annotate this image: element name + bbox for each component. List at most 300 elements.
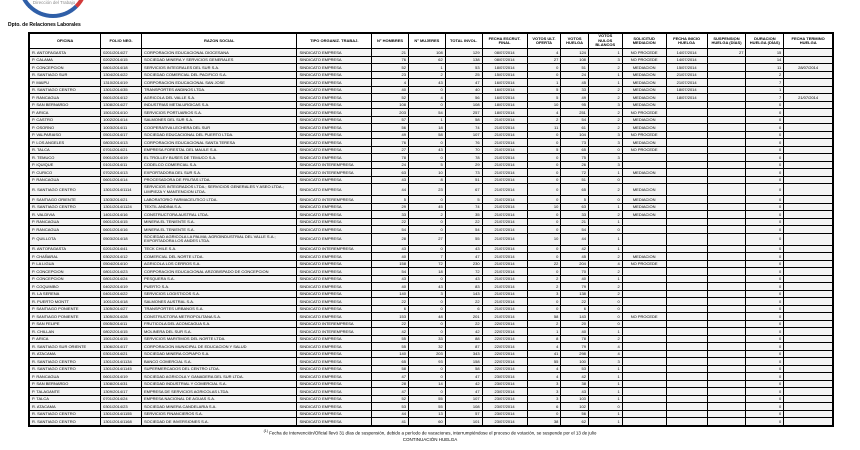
column-header: N° MUJERES: [408, 33, 445, 49]
table-row: [29, 328, 833, 336]
table-cell: 4: [372, 79, 409, 87]
table-row: [29, 86, 833, 94]
direccion-del-trabajo-logo: [18, 0, 94, 22]
table-cell: 22: [445, 298, 482, 306]
table-cell: 62: [561, 418, 589, 426]
table-cell: 0: [408, 320, 445, 328]
table-cell: 13: [408, 410, 445, 418]
table-cell: SINDICATO EMPRESA: [297, 275, 372, 283]
table-row: [29, 320, 833, 328]
table-cell: R. ATACAMA: [29, 403, 101, 411]
table-cell: 18/07/2014: [666, 94, 707, 102]
table-cell: [707, 124, 746, 132]
table-cell: SINDICATO INTEREMPRESA: [297, 196, 372, 204]
table-cell: 43: [445, 245, 482, 253]
table-row: [29, 131, 833, 139]
table-cell: 3: [588, 101, 622, 109]
table-cell: [784, 290, 833, 298]
column-header: OFICINA: [29, 33, 101, 49]
table-cell: SINDICATO EMPRESA: [297, 71, 372, 79]
table-cell: 42: [372, 328, 409, 336]
table-cell: [666, 320, 707, 328]
table-cell: 0: [527, 176, 561, 184]
table-cell: INDUSTRIAS METALURGICAS S.A.: [142, 101, 297, 109]
table-cell: 23/07/2014: [482, 418, 527, 426]
table-cell: 4: [527, 373, 561, 381]
table-cell: NO PROCEDE: [622, 49, 666, 57]
table-row: [29, 161, 833, 169]
table-cell: 08/07/2014: [482, 49, 527, 57]
table-cell: [784, 154, 833, 162]
table-cell: 2: [588, 211, 622, 219]
table-cell: R. PUERTO MONTT: [29, 298, 101, 306]
table-cell: 45: [408, 203, 445, 211]
table-cell: MEDIACION: [622, 101, 666, 109]
table-cell: [666, 253, 707, 261]
table-cell: 0: [408, 305, 445, 313]
table-cell: 38: [527, 418, 561, 426]
table-cell: [707, 116, 746, 124]
table-cell: 0301/2014/21: [101, 350, 142, 358]
table-cell: 40: [561, 328, 589, 336]
table-cell: [622, 328, 666, 336]
table-row: [29, 418, 833, 426]
table-cell: 54: [445, 226, 482, 234]
table-cell: 43: [372, 176, 409, 184]
table-cell: [707, 211, 746, 219]
table-cell: NO PROCEDE: [622, 56, 666, 64]
table-cell: SERVICIOS INTEGRADOS LTDA.; SERVICIOS GENERALES Y ASEO LTDA.; LIMPIEZA Y MANTENCION LTDA.: [142, 184, 297, 196]
table-cell: PUERTO S.A.: [142, 283, 297, 291]
table-cell: 104: [561, 131, 589, 139]
table-cell: 108: [408, 49, 445, 57]
table-cell: 101: [445, 418, 482, 426]
table-cell: [666, 139, 707, 147]
table-cell: 88: [445, 335, 482, 343]
table-cell: [784, 161, 833, 169]
table-cell: 143: [561, 313, 589, 321]
table-cell: 0: [527, 268, 561, 276]
table-cell: [784, 79, 833, 87]
table-cell: SINDICATO EMPRESA: [297, 49, 372, 57]
table-cell: [666, 305, 707, 313]
column-header: FOLIO NEG.: [101, 33, 142, 49]
table-cell: P. IQUIQUE: [29, 161, 101, 169]
table-cell: FRUTICOLA DEL ACONCAGUA S.A.: [142, 320, 297, 328]
table-cell: MOLINERA DEL SUR S.A.: [142, 328, 297, 336]
table-cell: 3: [527, 388, 561, 396]
table-cell: 0601/2014/14: [101, 176, 142, 184]
table-cell: 158: [445, 358, 482, 366]
table-cell: P. RANCAGUA: [29, 218, 101, 226]
table-cell: [622, 298, 666, 306]
table-cell: 0: [527, 298, 561, 306]
table-cell: 0: [408, 388, 445, 396]
table-cell: 60: [408, 418, 445, 426]
table-cell: MEDIACION: [622, 79, 666, 87]
table-cell: R. SANTIAGO CENTRO: [29, 86, 101, 94]
table-cell: 5: [527, 146, 561, 154]
table-cell: 1304/2014/22: [101, 71, 142, 79]
table-cell: 42: [445, 380, 482, 388]
table-cell: [784, 343, 833, 351]
table-cell: 57: [445, 410, 482, 418]
table-cell: 0: [746, 253, 784, 261]
table-cell: R. TEMUCO: [29, 154, 101, 162]
table-cell: 21/07/2014: [482, 146, 527, 154]
table-cell: 0201/2014/41: [101, 245, 142, 253]
table-cell: 0: [527, 131, 561, 139]
table-cell: 0: [746, 196, 784, 204]
table-cell: 24: [372, 161, 409, 169]
table-cell: [784, 203, 833, 211]
table-cell: 4: [527, 49, 561, 57]
table-cell: 78: [372, 154, 409, 162]
table-cell: R. SANTIAGO CENTRO: [29, 365, 101, 373]
table-cell: SINDICATO EMPRESA: [297, 79, 372, 87]
table-cell: 0: [588, 320, 622, 328]
column-header: TOTAL INVOL.: [445, 33, 482, 49]
table-cell: 21/07/2014: [482, 245, 527, 253]
table-cell: 72: [445, 268, 482, 276]
table-cell: 0: [588, 196, 622, 204]
table-cell: 0302/2014/12: [101, 253, 142, 261]
table-cell: SINDICATO EMPRESA: [297, 124, 372, 132]
table-cell: SINDICATO EMPRESA: [297, 101, 372, 109]
table-cell: 0301/2014/23: [101, 403, 142, 411]
table-cell: SERVICIOS INTEGRALES DEL SUR S.A.: [142, 64, 297, 72]
table-cell: 2: [527, 116, 561, 124]
table-cell: 26: [561, 161, 589, 169]
table-cell: SUPERMERCADOS DEL CENTRO LTDA.: [142, 365, 297, 373]
table-cell: 72: [408, 260, 445, 268]
table-cell: 0: [408, 298, 445, 306]
table-cell: 3: [588, 56, 622, 64]
table-cell: [784, 305, 833, 313]
table-row: [29, 94, 833, 102]
table-cell: 18: [408, 124, 445, 132]
table-cell: 18/07/2014: [482, 109, 527, 117]
table-cell: 55: [372, 343, 409, 351]
table-cell: 1: [588, 395, 622, 403]
table-cell: 1: [588, 328, 622, 336]
table-cell: 43: [445, 275, 482, 283]
table-cell: 76: [445, 139, 482, 147]
table-cell: [784, 56, 833, 64]
table-cell: 23/07/2014: [482, 380, 527, 388]
table-cell: R. SANTIAGO CENTRO: [29, 410, 101, 418]
table-cell: [784, 388, 833, 396]
table-cell: [666, 365, 707, 373]
table-cell: [707, 253, 746, 261]
table-cell: 72: [561, 169, 589, 177]
table-cell: SINDICATO EMPRESA: [297, 365, 372, 373]
table-cell: [707, 283, 746, 291]
table-cell: 58: [408, 131, 445, 139]
table-cell: 108: [561, 56, 589, 64]
table-cell: 24: [561, 71, 589, 79]
table-cell: SINDICATO EMPRESA: [297, 313, 372, 321]
table-cell: R. TALCA: [29, 146, 101, 154]
table-cell: [622, 245, 666, 253]
table-cell: SINDICATO EMPRESA: [297, 56, 372, 64]
table-cell: 22/07/2014: [482, 335, 527, 343]
table-cell: [784, 298, 833, 306]
table-cell: 21/07/2014: [482, 233, 527, 245]
table-cell: 67: [445, 184, 482, 196]
table-cell: 76: [372, 56, 409, 64]
column-header: SUSPENSION HUELGA (DÍAS): [707, 33, 746, 49]
table-row: [29, 64, 833, 72]
table-cell: [784, 410, 833, 418]
table-cell: [707, 154, 746, 162]
table-cell: MEDIACION: [622, 94, 666, 102]
table-cell: SOCIEDAD MINERA COPIAPO S.A.: [142, 350, 297, 358]
table-cell: 42: [561, 245, 589, 253]
table-cell: [666, 101, 707, 109]
table-cell: 0: [746, 380, 784, 388]
table-cell: [707, 146, 746, 154]
table-cell: 43: [408, 79, 445, 87]
table-cell: SOCIEDAD DE INVERSIONES S.A.: [142, 418, 297, 426]
table-cell: 1: [527, 79, 561, 87]
table-cell: 51: [445, 176, 482, 184]
table-cell: MEDIACION: [622, 71, 666, 79]
table-cell: 1301/2014/1134: [101, 358, 142, 366]
table-cell: SOCIEDAD AGRICOLA Y GANADERA DEL SUR LTDA.: [142, 373, 297, 381]
table-cell: [784, 373, 833, 381]
table-cell: NO PROCEDE: [622, 146, 666, 154]
table-cell: [784, 253, 833, 261]
table-cell: SALMONES DEL SUR S.A.: [142, 116, 297, 124]
table-cell: 0801/2014/18: [101, 64, 142, 72]
table-cell: 10: [408, 169, 445, 177]
table-cell: [707, 365, 746, 373]
table-cell: [666, 218, 707, 226]
table-cell: 0: [746, 410, 784, 418]
table-cell: 1: [588, 380, 622, 388]
table-row: [29, 275, 833, 283]
table-cell: 16/07/2014: [482, 86, 527, 94]
table-cell: 0: [746, 116, 784, 124]
table-cell: [666, 418, 707, 426]
table-cell: 18: [408, 268, 445, 276]
table-cell: [784, 169, 833, 177]
table-cell: [622, 380, 666, 388]
table-cell: 28: [372, 233, 409, 245]
table-cell: 1003/2014/11: [101, 124, 142, 132]
table-cell: 40: [372, 253, 409, 261]
table-cell: [666, 358, 707, 366]
table-cell: 10: [527, 233, 561, 245]
table-cell: [666, 203, 707, 211]
table-cell: 3: [588, 358, 622, 366]
table-cell: 15: [746, 49, 784, 57]
table-cell: [707, 131, 746, 139]
table-cell: 56: [445, 94, 482, 102]
table-cell: 2: [588, 109, 622, 117]
table-cell: 4: [588, 350, 622, 358]
table-cell: 53: [561, 365, 589, 373]
table-cell: [784, 365, 833, 373]
table-cell: 4: [588, 343, 622, 351]
table-cell: 1308/2014/31: [101, 380, 142, 388]
table-cell: 0: [527, 161, 561, 169]
table-cell: 0: [746, 260, 784, 268]
table-cell: [784, 124, 833, 132]
table-cell: 0: [746, 418, 784, 426]
table-cell: [784, 49, 833, 57]
table-cell: 2: [588, 283, 622, 291]
table-cell: 61: [561, 124, 589, 132]
table-cell: 1: [527, 328, 561, 336]
table-cell: 33: [408, 335, 445, 343]
table-cell: 0505/2014/11: [101, 320, 142, 328]
table-cell: 6: [527, 403, 561, 411]
table-cell: [707, 56, 746, 64]
table-cell: [707, 169, 746, 177]
table-cell: [707, 161, 746, 169]
table-cell: 20: [561, 320, 589, 328]
table-cell: 0: [588, 226, 622, 234]
table-cell: 153: [372, 313, 409, 321]
table-cell: P. RANCAGUA: [29, 373, 101, 381]
table-cell: SERVICIOS FINANCIEROS S.A.: [142, 410, 297, 418]
table-cell: [784, 71, 833, 79]
table-cell: 7: [408, 253, 445, 261]
table-row: [29, 343, 833, 351]
table-cell: 0: [527, 169, 561, 177]
table-cell: 0: [746, 226, 784, 234]
table-cell: [666, 403, 707, 411]
table-cell: 108: [445, 101, 482, 109]
table-cell: 8: [527, 335, 561, 343]
table-cell: 54: [561, 226, 589, 234]
table-cell: 18/07/2014: [482, 101, 527, 109]
table-cell: [622, 268, 666, 276]
table-cell: 0: [408, 154, 445, 162]
table-cell: [784, 101, 833, 109]
table-cell: [707, 313, 746, 321]
table-cell: SINDICATO EMPRESA: [297, 64, 372, 72]
table-cell: 3: [408, 290, 445, 298]
table-cell: [622, 365, 666, 373]
table-cell: BANCO COMERCIAL S.A.: [142, 358, 297, 366]
table-cell: 22/07/2014: [482, 358, 527, 366]
table-cell: NO PROCEDE: [622, 109, 666, 117]
table-cell: 45: [561, 79, 589, 87]
table-cell: SINDICATO INTEREMPRESA: [297, 328, 372, 336]
table-cell: 0: [746, 395, 784, 403]
table-cell: 14/07/2014: [666, 56, 707, 64]
table-cell: R. ANTOFAGASTA: [29, 245, 101, 253]
table-cell: SERVICIOS MARITIMOS DEL NORTE LTDA.: [142, 335, 297, 343]
table-cell: 0201/2014/27: [101, 49, 142, 57]
table-cell: 1: [588, 410, 622, 418]
table-cell: 0: [588, 403, 622, 411]
table-cell: 1501/2014/15: [101, 335, 142, 343]
table-cell: 21/07/2014: [482, 169, 527, 177]
table-cell: [666, 350, 707, 358]
table-cell: [784, 218, 833, 226]
table-cell: [666, 373, 707, 381]
table-cell: 0: [588, 146, 622, 154]
table-cell: 23/07/2014: [482, 395, 527, 403]
table-cell: 1: [588, 169, 622, 177]
table-cell: 0: [746, 328, 784, 336]
table-cell: [707, 290, 746, 298]
table-cell: 76: [372, 139, 409, 147]
table-cell: MEDIACION: [622, 124, 666, 132]
footnote-marker: (1): [263, 429, 268, 433]
table-cell: 0: [746, 373, 784, 381]
table-cell: 0: [746, 350, 784, 358]
table-cell: 2: [588, 335, 622, 343]
table-cell: [707, 64, 746, 72]
table-cell: 0: [746, 275, 784, 283]
table-cell: 251: [561, 109, 589, 117]
table-row: [29, 380, 833, 388]
table-cell: [707, 71, 746, 79]
table-cell: [707, 79, 746, 87]
table-cell: P. CONCEPCION: [29, 268, 101, 276]
table-cell: [707, 403, 746, 411]
table-cell: 1308/2014/27: [101, 101, 142, 109]
table-cell: [707, 418, 746, 426]
footnote: [170, 428, 690, 443]
table-cell: SOCIEDAD MINERA CANDELARIA S.A.: [142, 403, 297, 411]
table-cell: 83: [445, 283, 482, 291]
table-cell: 33: [372, 211, 409, 219]
table-cell: 0: [746, 305, 784, 313]
table-cell: [666, 275, 707, 283]
table-cell: 21/07/2014: [482, 253, 527, 261]
table-cell: 21/07/2014: [482, 124, 527, 132]
table-cell: 41: [527, 350, 561, 358]
table-cell: 16/07/2014: [482, 79, 527, 87]
table-cell: SINDICATO EMPRESA: [297, 218, 372, 226]
table-cell: SINDICATO EMPRESA: [297, 305, 372, 313]
table-cell: SINDICATO EMPRESA: [297, 388, 372, 396]
table-cell: 45: [561, 253, 589, 261]
footnote-continuation: CONTINUACIÓN HUELGA: [402, 436, 458, 442]
table-cell: 1305/2014/28: [101, 313, 142, 321]
table-cell: EMPRESA NACIONAL DE AGUAS S.A.: [142, 395, 297, 403]
table-cell: 1301/2014/1145: [101, 365, 142, 373]
table-cell: 0601/2014/12: [101, 94, 142, 102]
table-cell: [622, 350, 666, 358]
table-cell: MINERA EL TENIENTE S.A.: [142, 218, 297, 226]
table-cell: 0: [746, 365, 784, 373]
table-cell: [707, 305, 746, 313]
table-cell: P. RANCAGUA: [29, 176, 101, 184]
table-cell: 22/07/2014: [482, 320, 527, 328]
table-cell: 1306/2014/17: [101, 343, 142, 351]
table-cell: 57: [372, 116, 409, 124]
table-cell: 54: [561, 116, 589, 124]
table-cell: 58: [445, 116, 482, 124]
table-cell: 0: [746, 290, 784, 298]
table-cell: 22: [372, 320, 409, 328]
table-cell: 140: [372, 290, 409, 298]
table-cell: 1001/2014/18: [101, 298, 142, 306]
table-cell: 22: [527, 260, 561, 268]
table-cell: P. SAN BERNARDO: [29, 380, 101, 388]
table-cell: 0202/2014/15: [101, 56, 142, 64]
table-cell: 0: [527, 211, 561, 219]
table-cell: 0: [746, 154, 784, 162]
table-cell: [622, 320, 666, 328]
